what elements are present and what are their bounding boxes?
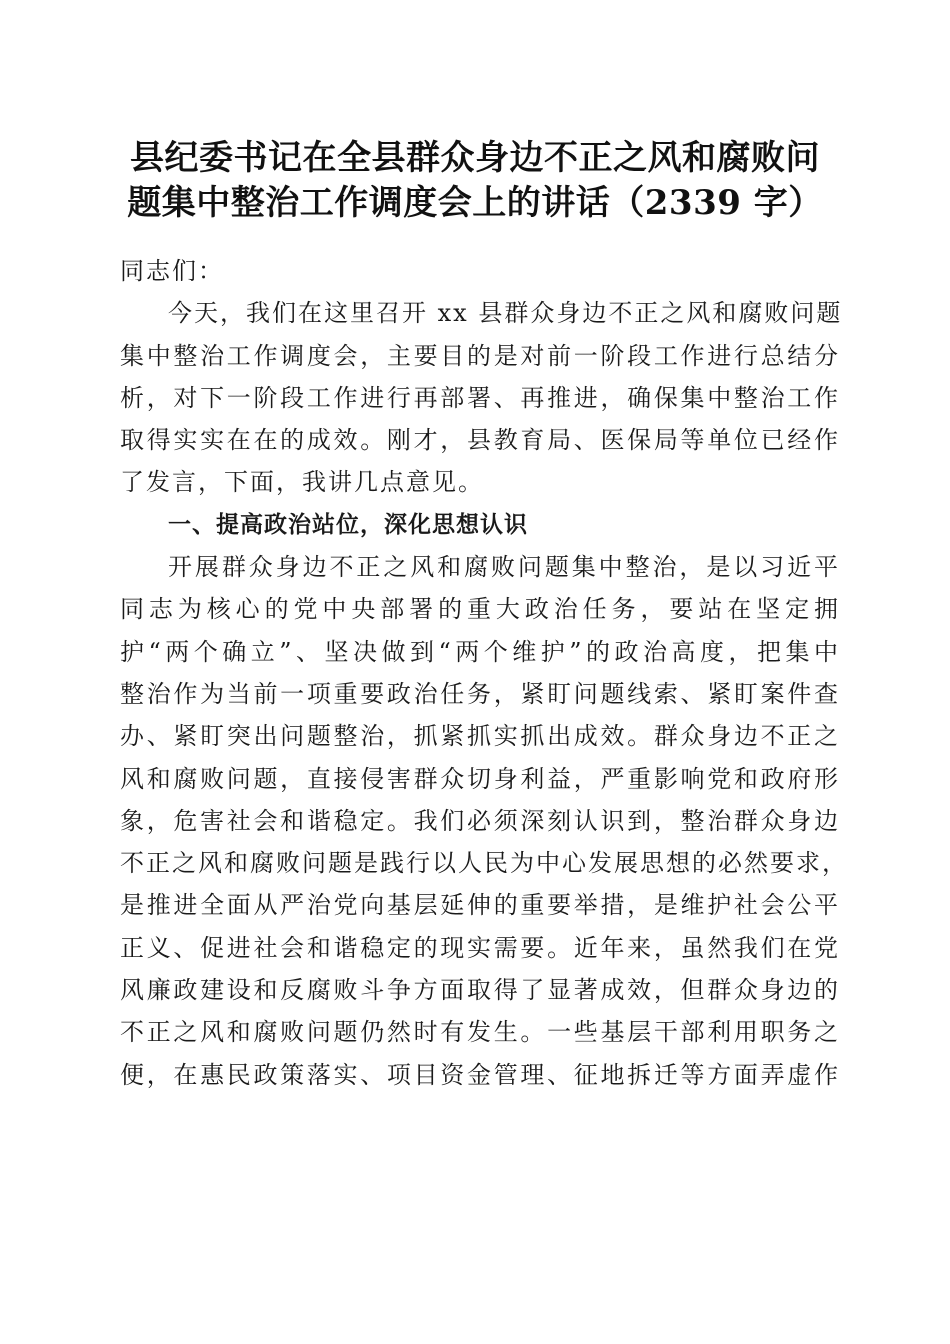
paragraph-2-line: 不正之风和腐败问题仍然时有发生。一些基层干部利用职务之	[120, 1018, 840, 1047]
paragraph-1-line: 了发言，下面，我讲几点意见。	[120, 468, 484, 497]
paragraph-2-line: 风和腐败问题，直接侵害群众切身利益，严重影响党和政府形	[120, 764, 840, 793]
document-body	[120, 250, 848, 1096]
section-1-heading: 一、提高政治站位，深化思想认识	[168, 511, 528, 538]
paragraph-1-line: 今天，我们在这里召开 xx 县群众身边不正之风和腐败问题	[168, 299, 843, 328]
paragraph-2-line: 护“两个确立”、坚决做到“两个维护”的政治高度，把集中	[120, 637, 840, 666]
document-title	[110, 136, 840, 226]
paragraph-2-line: 正义、促进社会和谐稳定的现实需要。近年来，虽然我们在党	[120, 933, 840, 962]
paragraph-2-line: 是推进全面从严治党向基层延伸的重要举措，是维护社会公平	[120, 891, 840, 920]
paragraph-1-line: 集中整治工作调度会，主要目的是对前一阶段工作进行总结分	[120, 341, 840, 370]
paragraph-2-line: 便，在惠民政策落实、项目资金管理、征地拆迁等方面弄虚作	[120, 1060, 840, 1089]
paragraph-2-line: 风廉政建设和反腐败斗争方面取得了显著成效，但群众身边的	[120, 976, 840, 1005]
paragraph-1-line: 析，对下一阶段工作进行再部署、再推进，确保集中整治工作	[120, 383, 840, 412]
title-line-2: 题集中整治工作调度会上的讲话（2339 字）	[127, 183, 823, 223]
paragraph-2-line: 开展群众身边不正之风和腐败问题集中整治，是以习近平	[168, 553, 840, 582]
paragraph-1-line: 取得实实在在的成效。刚才，县教育局、医保局等单位已经作	[120, 426, 840, 455]
paragraph-2-line: 不正之风和腐败问题是践行以人民为中心发展思想的必然要求，	[120, 849, 848, 878]
paragraph-2-line: 办、紧盯突出问题整治，抓紧抓实抓出成效。群众身边不正之	[120, 722, 840, 751]
paragraph-2-line: 同志为核心的党中央部署的重大政治任务，要站在坚定拥	[120, 595, 840, 624]
salutation: 同志们：	[120, 257, 224, 285]
paragraph-2-line: 整治作为当前一项重要政治任务，紧盯问题线索、紧盯案件查	[120, 679, 840, 708]
title-line-1: 县纪委书记在全县群众身边不正之风和腐败问	[130, 138, 820, 178]
paragraph-2-line: 象，危害社会和谐稳定。我们必须深刻认识到，整治群众身边	[120, 806, 840, 835]
